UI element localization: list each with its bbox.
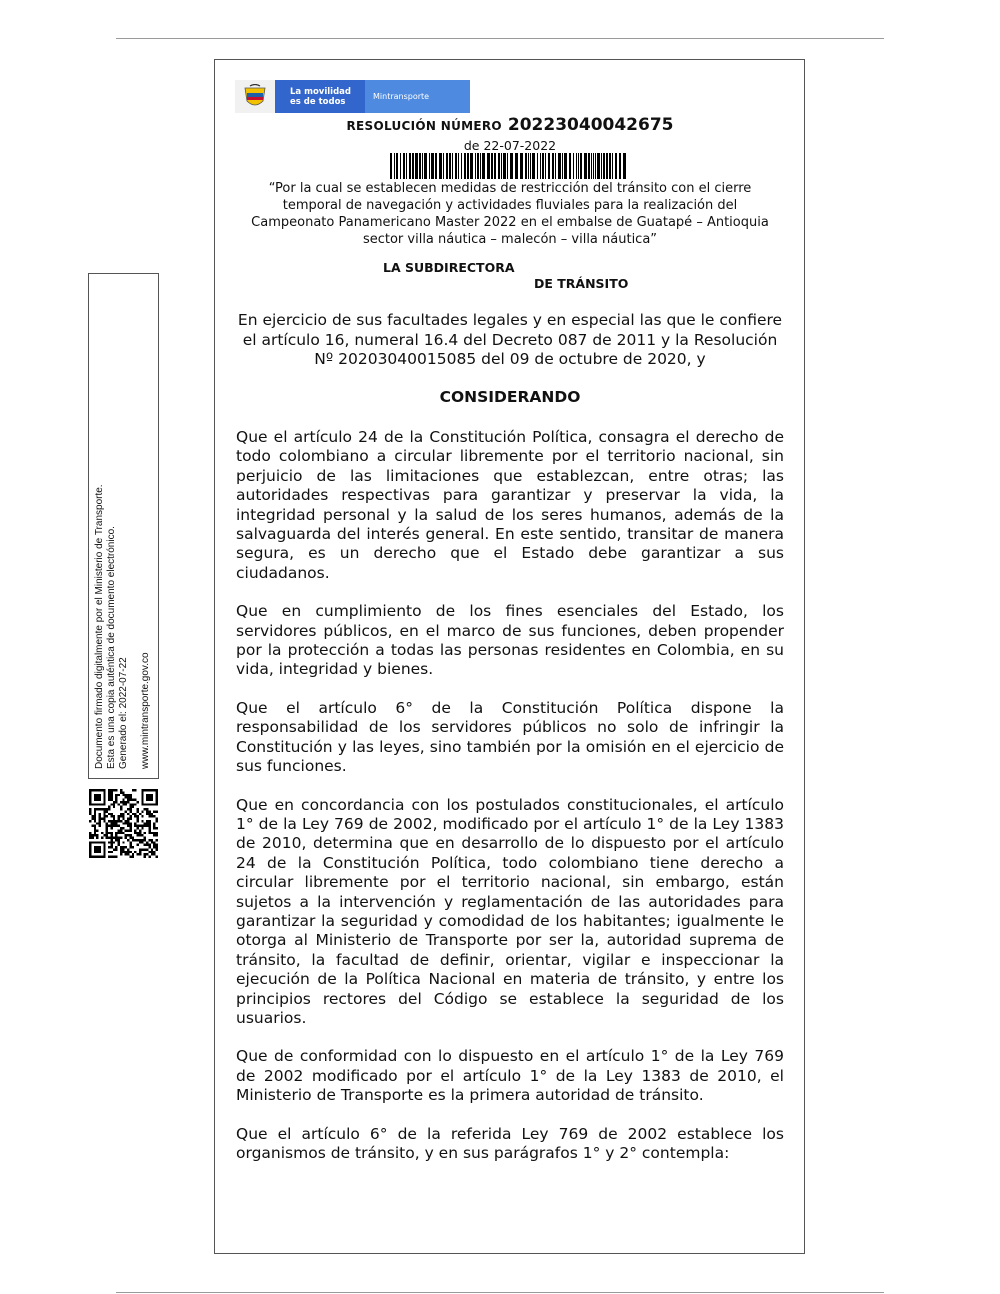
qr-code-icon [89,789,158,858]
resolution-label: RESOLUCIÓN NÚMERO [346,119,502,133]
paragraph: Que el artículo 6° de la Constitución Política dispone la responsabilidad de los servidores públicos no solo de infringir la Constitución y las leyes, sino también por la omisión en el ejercicio de sus funciones. [236,698,784,776]
preamble: En ejercicio de sus facultades legales y en especial las que le confiere el artículo 16, numeral 16.4 del Decreto 087 de 2011 y la Resolución Nº 20203040015085 del 09 de octubre de 2020, y [237,311,783,368]
considerando-heading: CONSIDERANDO [439,388,581,406]
authority-line2: DE TRÁNSITO [534,276,629,291]
logo-slogan-line1: La movilidad [290,86,351,97]
paragraph: Que en concordancia con los postulados constitucionales, el artículo 1° de la Ley 769 de 2002, modificado por el artículo 1° de la Ley 1383 de 2010, determina que en desarrollo de lo dispuesto por el artículo 24 de la Constitución Política, todo colombiano tiene derecho a circular libremente por el territorio nacional, sin embargo, están sujetos a la intervención y reglamentación de las autoridades para garantizar la seguridad y comodidad de los habitantes; igualmente le otorga al Ministerio de Transporte por ser la, autoridad suprema de tránsito, la facultad de definir, orientar, vigilar e inspeccionar la ejecución de la Política Nacional en materia de tránsito, y entre los principios rectores del Código se establece la seguridad de los usuarios. [236,795,784,1027]
resolution-date: de 22-07-2022 [463,138,557,153]
digital-signature-text [88,275,159,775]
logo-slogan [275,80,365,113]
resolution-heading [0,115,1000,135]
signature-line3: Generado el: 2022-07-22 [118,657,129,769]
signature-line2: Esta es una copia auténtica de documento electrónico. [106,526,117,769]
signature-line1: Documento firmado digitalmente por el Ministerio de Transporte. [94,484,105,769]
paragraph: Que el artículo 6° de la referida Ley 769 de 2002 establece los organismos de tránsito, y en sus parágrafos 1° y 2° contempla: [236,1124,784,1162]
colombia-coat-of-arms-icon [235,80,275,113]
authority-line1: LA SUBDIRECTORA [383,260,515,275]
paragraph: Que de conformidad con lo dispuesto en el artículo 1° de la Ley 769 de 2002 modificado por el artículo 1° de la Ley 1383 de 2010, el Ministerio de Transporte es la primera autoridad de tránsito. [236,1047,784,1105]
logo-slogan-line2: es de todos [290,96,346,107]
signature-website: www.mintransporte.gov.co [140,652,151,769]
considerations-body [236,428,784,1182]
resolution-number: 20223040042675 [507,115,674,135]
top-divider [116,38,884,39]
barcode-icon [390,153,630,179]
paragraph: Que en cumplimiento de los fines esenciales del Estado, los servidores públicos, en el marco de sus funciones, deben propender por la protección a todas las personas residentes en Colombia, en su vida, integridad y bienes. [236,602,784,679]
logo-ministry-name: Mintransporte [365,80,470,113]
paragraph: Que el artículo 24 de la Constitución Política, consagra el derecho de todo colombiano a circular libremente por el territorio nacional, sin perjuicio de las limitaciones que establezcan, entre otras; las autoridades respectivas para garantizar y preservar la vida, la integridad personal y la salud de los seres humanos, además de la salvaguarda del interés general. En este sentido, transitar de manera segura, es un derecho que el Estado debe garantizar a sus ciudadanos. [236,428,784,582]
bottom-divider [116,1292,884,1293]
resolution-subject: “Por la cual se establecen medidas de restricción del tránsito con el cierre temporal de navegación y actividades fluviales para la realización del Campeonato Panamericano Master 2022 en el embalse de Guatapé – Antioquia sector villa náutica – malecón – villa náutica” [251,181,769,247]
ministry-logo [235,80,470,113]
